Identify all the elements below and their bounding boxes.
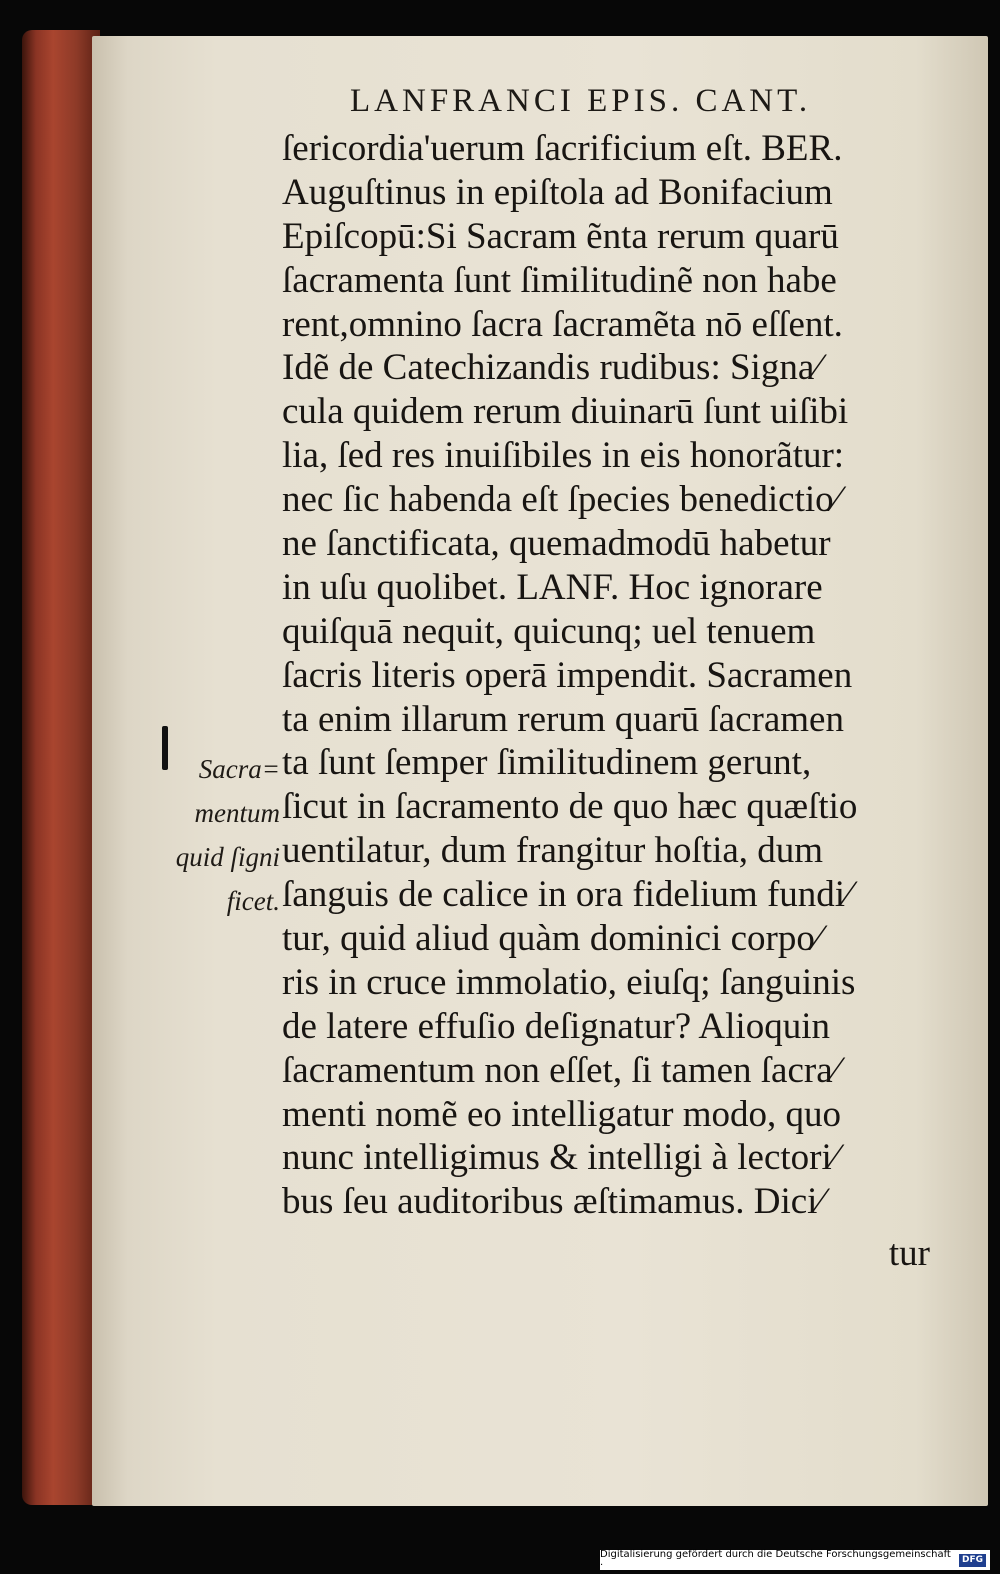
text-line: rent,omnino ſacra ſacramẽta nō eſſent. — [282, 303, 843, 345]
text-line: Epiſcopū:Si Sacram ẽnta rerum quarū — [282, 215, 839, 257]
text-line: Idẽ de Catechizandis rudibus: Signa⁄ — [282, 347, 821, 389]
text-line: lia, ſed res inuiſibiles in eis honorãtur: — [282, 435, 845, 477]
text-line: menti nomẽ eo intelligatur modo, quo — [282, 1093, 842, 1135]
funding-text: Digitalisierung gefördert durch die Deutsche Forschungsgemeinschaft · — [600, 1549, 951, 1571]
text-line: quiſquā nequit, quicunq; uel tenuem — [282, 610, 816, 652]
text-line: cula quidem rerum diuinarū ſunt uiſibi — [282, 391, 849, 433]
text-line: ſicut in ſacramento de quo hæc quæſtio — [282, 786, 858, 828]
text-line: nunc intelligimus & intelligi à lectori⁄ — [282, 1137, 838, 1179]
text-line: ta enim illarum rerum quarū ſacramen — [282, 698, 844, 740]
text-line: ſanguis de calice in ora fidelium fundi⁄ — [282, 874, 852, 916]
catchword: tur — [888, 1233, 930, 1274]
text-line: uentilatur, dum frangitur hoſtia, dum — [282, 830, 824, 872]
text-line: in uſu quolibet. LANF. Hoc ignorare — [282, 566, 823, 608]
text-line: ſericordia'uerum ſacrificium eſt. BER. — [282, 128, 843, 169]
running-head: LANFRANCI EPIS. CANT. — [350, 83, 812, 119]
funding-footer — [600, 1550, 990, 1570]
text-line: ſacramentum non eſſet, ſi tamen ſacra⁄ — [282, 1049, 839, 1091]
text-line: nec ſic habenda eſt ſpecies benedictio⁄ — [282, 479, 840, 521]
dfg-logo: DFG — [959, 1554, 986, 1567]
text-line: ris in cruce immolatio, eiuſq; ſanguinis — [282, 961, 856, 1003]
marginal-note-line: Sacra= — [198, 754, 280, 784]
text-line: ta ſunt ſemper ſimilitudinem gerunt, — [282, 742, 812, 784]
marginal-note-line: mentum — [194, 797, 280, 828]
text-line: de latere effuſio deſignatur? Alioquin — [282, 1005, 830, 1047]
text-line: ne ſanctificata, quemadmodū habetur — [282, 523, 831, 565]
book-fore-edge — [22, 30, 100, 1505]
marginal-note-line: quid ſigni — [175, 841, 280, 872]
marginal-note — [140, 748, 280, 924]
text-line: bus ſeu auditoribus æſtimamus. Dici⁄ — [282, 1181, 824, 1223]
body-text — [282, 127, 962, 1224]
text-line: ſacris literis operā impendit. Sacramen — [282, 654, 853, 696]
text-line: Auguſtinus in epiſtola ad Bonifacium — [282, 171, 833, 213]
text-line: ſacramenta ſunt ſimilitudinẽ non habe — [282, 259, 837, 301]
marginal-note-line: ficet. — [226, 885, 280, 916]
text-line: tur, quid aliud quàm dominici corpo⁄ — [282, 918, 822, 960]
